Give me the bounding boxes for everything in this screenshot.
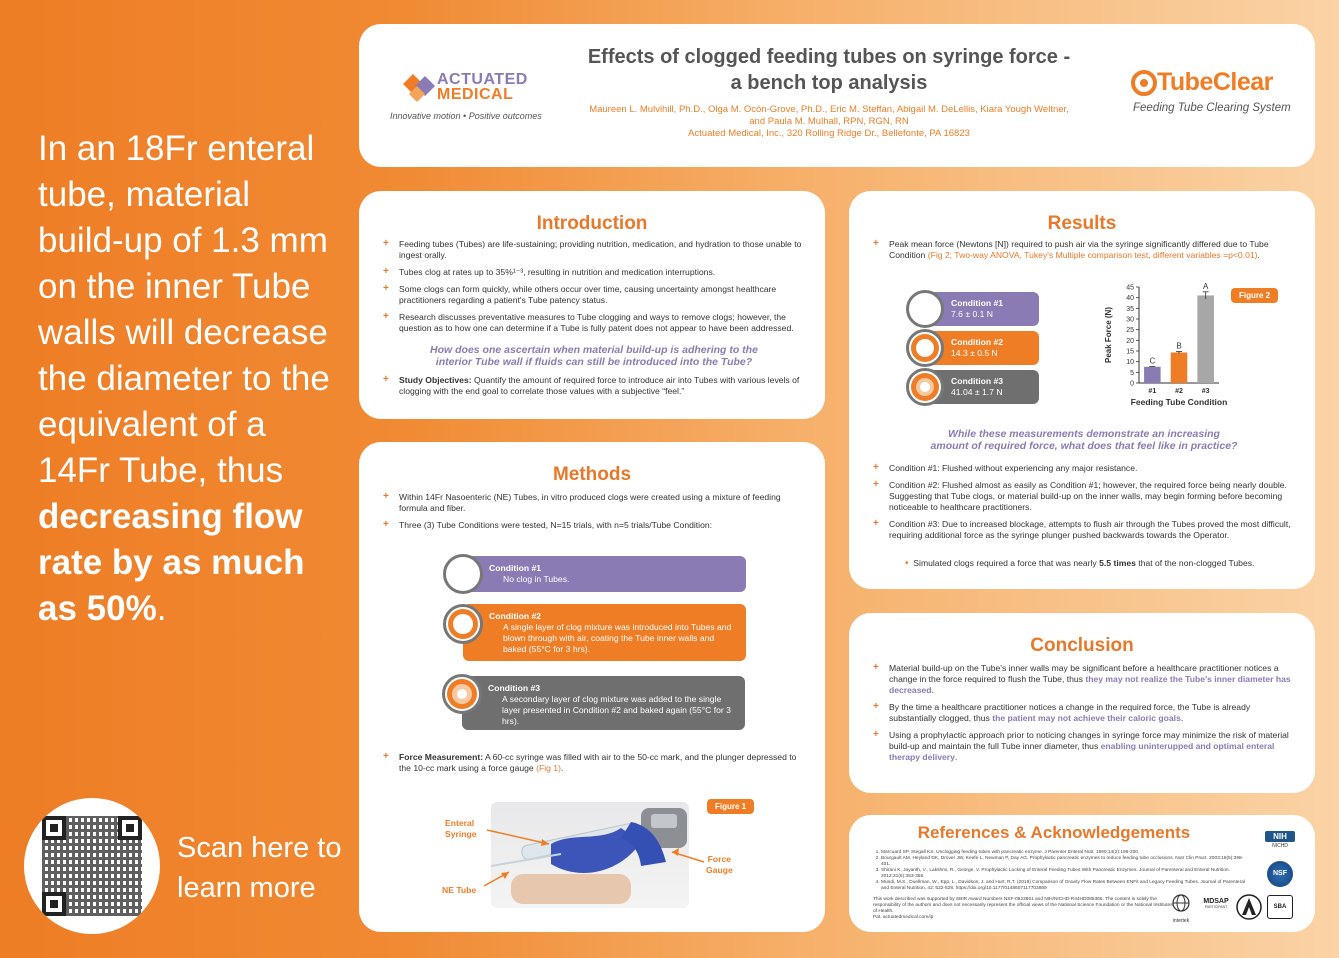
y-tick-label: 15 [1126,348,1134,356]
conclusion-bullet [865,663,1295,696]
mdsap-sub: PARTICIPANT [1204,905,1228,909]
reference-item: 4. Mundi, M.S., Duellman, W., Epp, L., Davidson, J. and Hurt, R.T. (2018) Comparison of Gravity Flow Rates Between ENFit and Legacy Feeding Tubes. Journal of Parenteral and Enteral Nutrition, 42: 522-528. https://doi.org/10.1177/0148607117703869 [881,880,1251,892]
condition-title: Condition #2 [951,337,1004,347]
label-line: Syringe [445,829,477,839]
label-force-gauge [706,854,733,876]
intro-bullet: + Research discusses preventative measures to Tube clogging and ways to remove clogs; however, the question as to how one can determine if a Tube is fully patent does not appear to have been addressed. [375,312,805,334]
y-tick-label: 10 [1126,359,1134,367]
y-tick-label: 30 [1126,316,1134,324]
label-enteral-syringe [445,818,477,840]
conclusion-text: Using a prophylactic approach prior to noticing changes in syringe force may minimize the risk of material build-up and maintain the full Tube inner diameter, thus [889,730,1289,751]
methods-condition-3 [462,676,745,730]
tubeclear-name: TubeClear [1157,68,1273,96]
condition-value: 14.3 ± 0.5 N [951,348,998,358]
headline-end: . [156,589,167,628]
mdsap-label: MDSAP [1203,898,1229,905]
condition-value: 7.6 ± 0.1 N [951,309,993,319]
title-line-1: Effects of clogged feeding tubes on syringe force - [587,46,1071,68]
scan-line-1: Scan here to [177,832,342,864]
title-line-2: a bench top analysis [730,72,928,94]
condition-title: Condition #1 [951,298,1004,308]
logo-tagline: Innovative motion • Positive outcomes [390,111,542,121]
headline-bold: decreasing flow rate by as much as 50% [38,497,305,628]
actuated-medical-logo [390,70,553,130]
results-sub-bullet: • Simulated clogs required a force that was nearly 5.5 times that of the non-clogged Tubes. [905,558,1255,569]
x-axis-label: Feeding Tube Condition [1130,397,1228,407]
y-tick-label: 20 [1126,337,1134,345]
intro-bullet: + Feeding tubes (Tubes) are life-sustaining; providing nutrition, medication, and hydration to those unable to ingest orally. [375,239,805,261]
nih-label: NIH [1265,831,1295,842]
label-ne-tube: NE Tube [442,885,477,895]
tubeclear-tagline: Feeding Tube Clearing System [1133,102,1291,114]
authors-line-1: Maureen L. Mulvihill, Ph.D., Olga M. Ocón-Grove, Ph.D., Eric M. Steffan, Abigail M. DeLellis, Kiara Yough Weltner, [589,104,1069,115]
x-tick-label: #3 [1201,388,1210,395]
y-tick-label: 25 [1126,327,1134,335]
fig-2-ref: (Fig 2; Two-way ANOVA, Tukey's Multiple comparison test, different variables =p<0.01) [927,250,1258,260]
scan-text [177,828,341,908]
conclusion-highlight: they may not realize the Tube's inner diameter has decreased [889,674,1291,695]
conclusion-title: Conclusion [1030,635,1134,656]
references-panel [849,815,1315,932]
force-text: A 60-cc syringe was filled with air to the 50-cc mark, and the plunger depressed to the 10-cc mark using a force gauge [399,752,797,773]
qr-code[interactable] [24,798,160,934]
conclusion-highlight: the patient may not achieve their caloric goals [992,713,1181,723]
objectives-text: Quantify the amount of required force to introduce air into Tubes with various levels of clogging with the end goal to correlate those values with a subjective “feel.” [399,375,800,396]
sub-text: that of the non-clogged Tubes. [1135,558,1255,568]
figure-1-photo [491,802,689,908]
methods-panel [359,442,825,932]
references-list [873,850,1251,892]
reference-item: 3. Shirani K, Jayanth, V., Lakshmi, R., George, V. Prophylactic Locking of Enteral Feeding Tubes With Pancreatic Enzymes. Journal of Parenteral and Enteral Nutrition. 2012;31(6):353-356. [881,868,1251,880]
intro-question: How does one ascertain when material build-up is adhering to the interior Tube wall if fluids can still be introduced into the Tube? [430,344,758,368]
results-list-top [865,239,1295,267]
label-line: Gauge [706,865,733,875]
conclusion-end: . [931,685,934,695]
bar [1144,367,1161,383]
results-question: While these measurements demonstrate an increasing amount of required force, what does that feel like in practice? [930,428,1238,452]
globe-icon [1171,893,1191,913]
significance-letter: A [1202,281,1209,291]
label-line: Force [707,854,732,864]
results-end: . [1257,250,1260,260]
methods-bullet [375,752,805,774]
results-bullet: + Condition #3: Due to increased blockage, attempts to flush air through the Tubes proved the most difficult, requiring additional force as the syringe plunger pushed backwards towards the Operator. [865,519,1295,541]
accreditation-seal-icon [1235,893,1263,921]
intro-objectives [375,375,805,403]
intertek-label: intertek [1172,918,1190,924]
single-clog-tube-icon [906,329,944,367]
tubeclear-logo-icon [1131,70,1157,96]
x-tick-label: #1 [1148,388,1157,395]
significance-letter: C [1149,356,1156,366]
x-tick-label: #2 [1175,388,1183,395]
conclusion-end: . [954,752,958,762]
reference-item: 2. Bourgault AM, Heyland DK, Drover JW, Keefe L, Newman P, Day AG. Prophylactic pancreatic enzymes to reduce feeding tube occlusions. Nutr Clin Pract. 2003;18(5):398-401. [881,856,1251,868]
syringe-photo-illustration [491,802,689,908]
condition-text: A single layer of clog mixture was introduced into Tubes and blown through with air, coating the Tube inner walls and baked (55°C for 3 hrs). [503,622,732,654]
condition-title: Condition #3 [488,683,541,693]
force-label: Force Measurement: [399,752,484,762]
y-axis-label: Peak Force (N) [1104,306,1113,364]
y-tick-label: 5 [1130,369,1134,377]
ack-patent: Pat. actuatedmedical.com/ip [873,915,934,920]
scan-line-2: learn more [177,872,316,904]
conclusion-panel [849,613,1315,793]
ack-text: This work described was supported by SBIR Award Numbers NSF-0923861 and NIH/NICHD-R44HD085365. The content is solely the responsibility of the authors and does not necessarily represent the official views of the National Science Foundation or the National Institutes of Health. [873,897,1173,914]
authors-line-2: and Paula M. Mulhall, RPN, RGN, RN [749,116,909,127]
poster-title [569,44,1089,140]
objectives-label: Study Objectives: [399,375,472,385]
condition-title: Condition #3 [951,376,1004,386]
acknowledgement [873,897,1173,921]
headline-text [38,126,338,632]
conclusion-text: By the time a healthcare practitioner notices a change in the required force, the Tube is already substantially clogged, thus [889,702,1251,723]
results-bullet [865,239,1295,261]
introduction-panel [359,191,825,419]
results-title: Results [1047,213,1117,234]
headline-plain: In an 18Fr enteral tube, material build-up of 1.3 mm on the inner Tube walls will decrease the diameter to the equivalent of a 14Fr Tube, thus [38,129,330,490]
introduction-title: Introduction [536,213,648,234]
clear-tube-icon [906,290,944,328]
methods-force-list [375,752,805,780]
label-line: Enteral [445,818,475,828]
figure-1-label: Figure 1 [707,799,754,814]
y-tick-label: 45 [1126,284,1134,292]
intro-bullet [375,375,805,397]
introduction-list [375,239,805,340]
conclusion-bullet [865,702,1295,724]
qr-finder [42,892,66,916]
bar [1197,295,1214,383]
conclusion-highlight: enabling uninterupped and optimal enteral therapy delivery [889,741,1275,762]
qr-finder [42,816,66,840]
sub-bold: 5.5 times [1099,558,1136,568]
y-tick-label: 0 [1130,380,1134,388]
affiliation: Actuated Medical, Inc., 320 Rolling Ridge Dr., Bellefonte, PA 16823 [688,128,970,139]
double-clog-tube-icon [442,674,482,714]
conclusion-bullet [865,730,1295,763]
results-panel [849,191,1315,589]
intro-bullet: + Tubes clog at rates up to 35%¹⁻³, resulting in nutrition and medication interruptions. [375,267,805,278]
intertek-logo [1167,893,1195,924]
reference-item: 1. Marcuard SP, Stegall KS. Unclogging feeding tubes with pancreatic enzyme. J Parenter Enteral Nutr. 1990;14(2):198-200. [881,850,1251,856]
logo-name-1: ACTUATED [437,71,528,88]
condition-text: A secondary layer of clog mixture was added to the single layer presented in Condition #2 and baked again (55°C for 3 hrs). [502,694,731,726]
logo-name-2: MEDICAL [437,86,514,103]
conclusion-text: Material build-up on the Tube's inner walls may be significant before a healthcare practitioner notices a change in the force required to flush the Tube, thus [889,663,1279,684]
bar [1171,352,1188,383]
methods-bullet: + Within 14Fr Nasoenteric (NE) Tubes, in vitro produced clogs were created using a mixture of feeding formula and fiber. [375,492,805,514]
results-list-bottom [865,463,1295,547]
y-tick-label: 35 [1126,305,1134,313]
methods-condition-1 [463,556,746,592]
methods-list [375,492,805,537]
results-bullet: + Condition #1: Flushed without experiencing any major resistance. [865,463,1295,474]
sub-text: Simulated clogs required a force that was nearly [913,558,1100,568]
tubeclear-logo [1131,68,1301,128]
intro-bullet: + Some clogs can form quickly, while others occur over time, causing uncertainty amongst healthcare practitioners regarding a patient's Tube patency status. [375,284,805,306]
significance-letter: B [1176,341,1182,351]
condition-title: Condition #1 [489,563,542,573]
condition-value: 41.04 ± 1.7 N [951,387,1003,397]
y-tick-label: 40 [1126,295,1134,303]
double-clog-tube-icon [906,368,944,406]
header-panel [359,24,1315,167]
fig-1-ref: (Fig 1) [536,763,561,773]
nih-logo [1265,831,1295,849]
nsf-logo: NSF [1267,861,1293,887]
methods-condition-2 [463,604,746,661]
results-bullet: + Condition #2: Flushed almost as easily as Condition #1; however, the required force being nearly double. Suggesting that Tube clogs, or material build-up on the inner walls, may begin forming before becoming noticeable to healthcare practitioners. [865,480,1295,513]
methods-bullet: + Three (3) Tube Conditions were tested, N=15 trials, with n=5 trials/Tube Condition: [375,520,805,531]
nichd-label: NICHD [1272,843,1288,849]
references-title: References & Acknowledgements [917,823,1191,842]
sba-logo: SBA [1267,895,1293,919]
single-clog-tube-icon [443,604,483,644]
condition-text: No clog in Tubes. [503,574,570,584]
methods-title: Methods [552,464,632,485]
figure-2-label: Figure 2 [1231,288,1278,303]
clear-tube-icon [443,554,483,594]
conclusion-list [865,663,1295,769]
results-text: Peak mean force (Newtons [N]) required to push air via the syringe significantly differed due to Tube Condition [889,239,1269,260]
condition-title: Condition #2 [489,611,542,621]
mdsap-logo [1199,898,1233,909]
conclusion-end: . [1180,713,1184,723]
force-end: . [560,763,564,773]
actuated-logo-icon [399,70,439,106]
qr-finder [118,816,142,840]
